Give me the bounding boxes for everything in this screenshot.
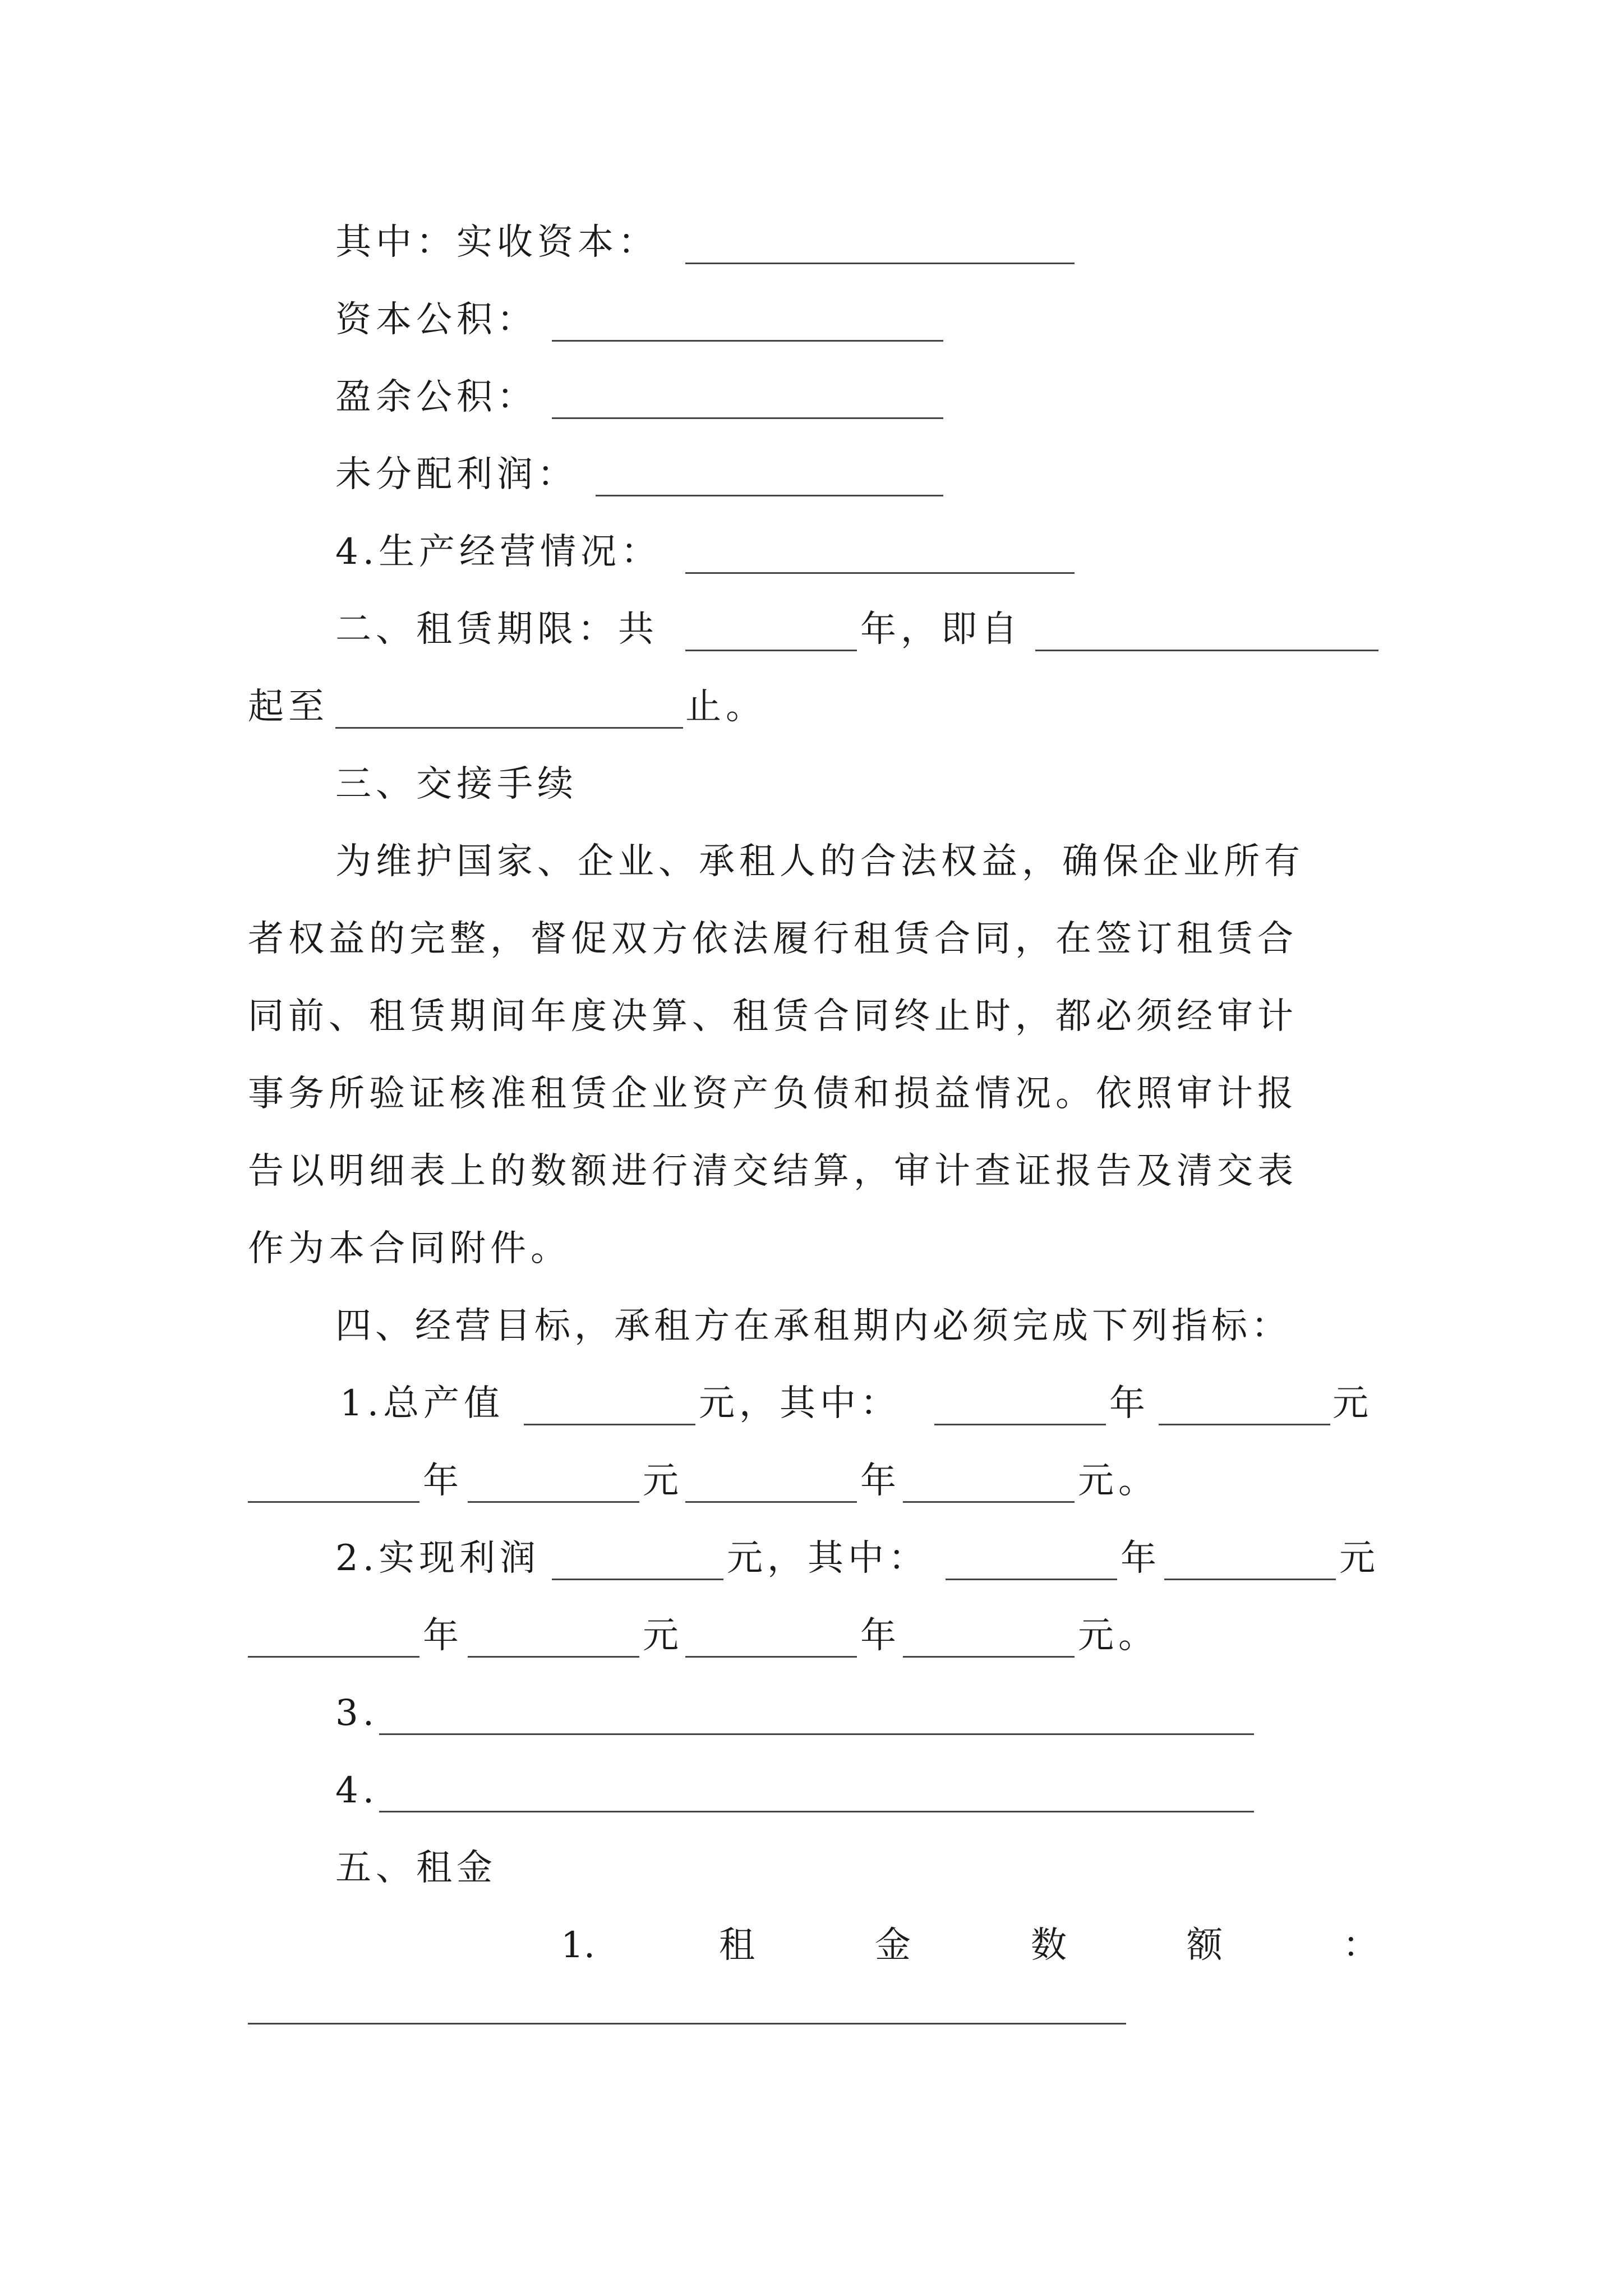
paid-in-capital-blank[interactable]: [685, 263, 1075, 264]
paragraph-line-2: 者权益的完整，督促双方依法履行租赁合同，在签订租赁合: [248, 918, 1298, 960]
lease-end-blank[interactable]: [335, 727, 683, 729]
section-4-title: 四、经营目标，承租方在承租期内必须完成下列指标：: [335, 1305, 1291, 1347]
gross-output-total-blank[interactable]: [524, 1424, 695, 1425]
rent-char-3: 数: [1031, 1925, 1067, 1966]
profit-amount-1-blank[interactable]: [1164, 1579, 1336, 1580]
profit-year-3-blank[interactable]: [685, 1656, 857, 1658]
lease-term-mid: 年，即自: [860, 609, 1022, 650]
lease-term-prefix: 二、租赁期限：共: [335, 609, 658, 650]
profit-year-1-label: 年: [1121, 1538, 1161, 1579]
item-4-blank[interactable]: [379, 1811, 1254, 1812]
item-4-label: 4.: [335, 1770, 379, 1811]
gross-year-2-blank[interactable]: [248, 1501, 419, 1503]
operation-status-label: 4.生产经营情况：: [335, 531, 662, 573]
rent-amount-blank[interactable]: [248, 2023, 1126, 2024]
gross-amount-2-label: 元: [643, 1460, 683, 1502]
profit-amount-2-blank[interactable]: [468, 1656, 639, 1658]
undistributed-profit-label: 未分配利润：: [335, 454, 578, 495]
surplus-reserve-blank[interactable]: [552, 417, 943, 419]
gross-year-1-blank[interactable]: [934, 1424, 1106, 1425]
gross-amount-2-blank[interactable]: [468, 1501, 639, 1503]
profit-total-blank[interactable]: [552, 1579, 723, 1580]
lease-start-label: 起至: [248, 686, 329, 728]
lease-years-blank[interactable]: [685, 650, 857, 651]
gross-year-1-label: 年: [1109, 1383, 1150, 1424]
rent-char-1: 租: [719, 1925, 755, 1966]
lease-end-label: 止。: [685, 686, 766, 728]
operation-status-blank[interactable]: [685, 572, 1075, 574]
capital-reserve-blank[interactable]: [552, 340, 943, 342]
capital-reserve-label: 资本公积：: [335, 299, 537, 341]
profit-amount-2-label: 元: [643, 1615, 683, 1657]
profit-yuan-label: 元，其中：: [727, 1538, 929, 1579]
gross-year-2-label: 年: [423, 1460, 463, 1502]
profit-amount-3-blank[interactable]: [903, 1656, 1075, 1658]
rent-colon: ：: [1343, 1925, 1378, 1966]
paragraph-line-3: 同前、租赁期间年度决算、租赁合同终止时，都必须经审计: [248, 996, 1298, 1037]
profit-year-3-label: 年: [860, 1615, 901, 1657]
gross-amount-3-blank[interactable]: [903, 1501, 1075, 1503]
undistributed-profit-blank[interactable]: [596, 495, 943, 496]
item-3-label: 3.: [335, 1692, 379, 1734]
rent-item-number: 1.: [561, 1925, 596, 1966]
gross-amount-3-label: 元。: [1078, 1460, 1159, 1502]
paragraph-line-6: 作为本合同附件。: [248, 1228, 571, 1269]
gross-amount-1-label: 元: [1332, 1383, 1373, 1424]
gross-amount-1-blank[interactable]: [1159, 1424, 1330, 1425]
profit-label: 2.实现利润: [335, 1538, 541, 1579]
profit-amount-3-label: 元。: [1078, 1615, 1159, 1657]
profit-amount-1-label: 元: [1339, 1538, 1380, 1579]
gross-year-3-blank[interactable]: [685, 1501, 857, 1503]
profit-year-1-blank[interactable]: [946, 1579, 1117, 1580]
gross-output-label: 1.总产值: [340, 1383, 505, 1424]
paragraph-line-5: 告以明细表上的数额进行清交结算，审计查证报告及清交表: [248, 1151, 1298, 1192]
rent-char-2: 金: [875, 1925, 911, 1966]
item-3-blank[interactable]: [379, 1733, 1254, 1735]
profit-year-2-label: 年: [423, 1615, 463, 1657]
profit-year-2-blank[interactable]: [248, 1656, 419, 1658]
lease-start-blank[interactable]: [1035, 650, 1378, 651]
gross-output-yuan-label: 元，其中：: [699, 1383, 901, 1424]
rent-char-4: 额: [1187, 1925, 1223, 1966]
paragraph-line-1: 为维护国家、企业、承租人的合法权益，确保企业所有: [335, 841, 1304, 882]
surplus-reserve-label: 盈余公积：: [335, 376, 537, 418]
section-5-title: 五、租金: [335, 1847, 497, 1889]
section-3-title: 三、交接手续: [335, 763, 578, 805]
paragraph-line-4: 事务所验证核准租赁企业资产负债和损益情况。依照审计报: [248, 1073, 1298, 1115]
gross-year-3-label: 年: [860, 1460, 901, 1502]
paid-in-capital-label: 其中：实收资本：: [335, 222, 658, 263]
